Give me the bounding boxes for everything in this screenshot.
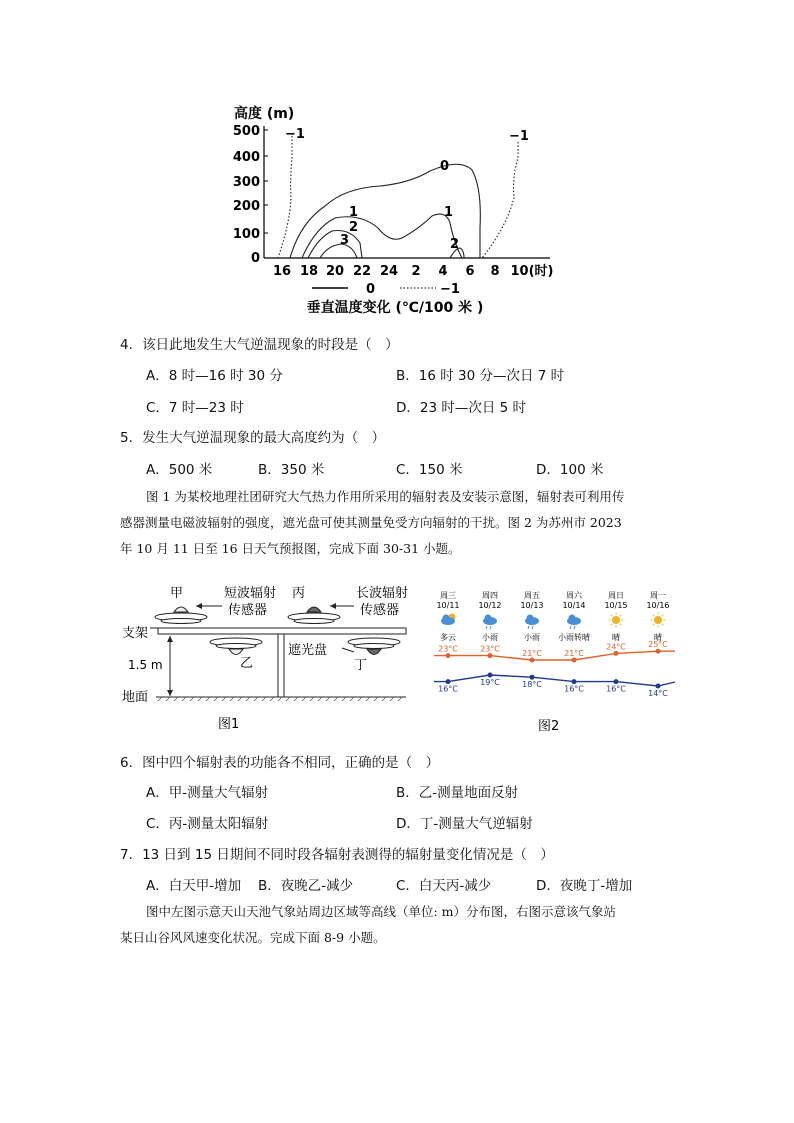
paragraph-line: 年 10 月 11 日至 16 日天气预报图，完成下面 30-31 小题。 [120,541,461,556]
question-5-option-d[interactable]: D．100 米 [536,462,604,478]
long-wave-label-line2: 传感器 [360,603,400,618]
weather-label: 晴 [612,633,620,642]
question-4-option-d[interactable]: D．23 时—次日 5 时 [396,400,527,416]
question-6-option-c[interactable]: C．丙-测量太阳辐射 [146,816,269,832]
question-6-option-a[interactable]: A．甲-测量大气辐射 [146,785,269,801]
low-temp-point [446,679,451,684]
bracket-bar [158,628,406,634]
contour-minus1-left [278,136,292,258]
high-temp-label: 24°C [606,642,626,652]
figure-caption: 垂直温度变化 (℃/100 米 ) [306,300,484,316]
high-temp-point [530,658,535,663]
partly-cloudy-icon [441,614,456,626]
question-5-option-c[interactable]: C．150 米 [396,462,463,478]
x-tick-label: 10(时) [510,264,554,279]
y-tick-label: 0 [250,251,260,266]
date-label: 10/15 [604,601,628,610]
contour-label: 3 [340,233,350,248]
x-tick-label: 20 [325,264,345,279]
high-temp-point [614,651,619,656]
label-ding: 丁 [354,658,368,673]
date-label: 10/14 [562,601,586,610]
weekday-label: 周四 [482,591,498,600]
date-label: 10/12 [478,601,502,610]
weekday-label: 周日 [608,591,624,600]
contour-label: −1 [285,127,305,142]
legend-solid-label: 0 [366,282,376,297]
long-wave-sensor-top [307,607,321,612]
low-temp-point [572,679,577,684]
legend-dotted-label: −1 [440,282,460,297]
y-tick-label: 500 [232,124,260,139]
shade-disk-label: 遮光盘 [288,643,328,658]
high-temp-label: 23°C [480,644,500,654]
x-tick-label: 18 [299,264,319,279]
question-4-stem: 4．该日此地发生大气逆温现象的时段是（ ） [120,337,399,353]
long-wave-sensor-bottom [367,649,381,655]
question-4-option-c[interactable]: C．7 时—23 时 [146,400,244,416]
high-temp-label: 25°C [648,640,668,650]
weather-label: 小雨 [482,633,498,642]
x-tick-label: 6 [465,264,475,279]
x-tick-label: 22 [352,264,372,279]
high-temp-point [488,653,493,658]
short-wave-label-line1: 短波辐射 [224,586,277,601]
paragraph-line: 图中左图示意天山天池气象站周边区域等高线（单位: m）分布图，右图示意该气象站 [146,904,617,919]
question-7-option-b[interactable]: B．夜晚乙-减少 [258,878,354,894]
weather-label: 晴 [654,633,662,642]
figure-1-radiometer [118,582,418,734]
low-temp-point [530,675,535,680]
contour-label: 1 [444,205,454,220]
question-6-option-d[interactable]: D．丁-测量大气逆辐射 [396,816,533,832]
low-temp-label: 16°C [606,684,626,694]
date-label: 10/16 [646,601,670,610]
high-temperature-line [434,651,675,660]
question-5-option-a[interactable]: A．500 米 [146,462,213,478]
rain-icon [483,615,497,630]
weather-label: 小雨 [524,633,540,642]
question-5-option-b[interactable]: B．350 米 [258,462,325,478]
support-post [278,634,284,697]
question-6-option-b[interactable]: B．乙-测量地面反射 [396,785,519,801]
low-temp-point [656,684,661,689]
x-tick-label: 2 [411,264,421,279]
weekday-label: 周三 [440,591,456,600]
y-tick-label: 300 [232,175,260,190]
low-temp-point [488,673,493,678]
question-4-option-a[interactable]: A．8 时—16 时 30 分 [146,368,283,384]
weekday-label: 周五 [524,591,540,600]
date-label: 10/13 [520,601,544,610]
x-tick-label: 16 [272,264,292,279]
high-temp-label: 23°C [438,644,458,654]
question-5-stem: 5．发生大气逆温现象的最大高度约为（ ） [120,430,386,446]
height-label: 1.5 m [128,658,163,672]
x-tick-label: 4 [438,264,448,279]
low-temp-label: 16°C [564,684,584,694]
contour-label: 2 [450,237,460,252]
figure-1-caption: 图1 [218,717,240,732]
question-6-stem: 6．图中四个辐射表的功能各不相同，正确的是（ ） [120,755,440,771]
figure-2-weather-forecast [430,588,680,736]
paragraph-line: 某日山谷风风速变化状况。完成下面 8-9 小题。 [120,930,386,945]
sun-icon [651,613,666,628]
sun-icon [609,613,624,628]
low-temperature-line [434,675,675,686]
y-tick-label: 400 [232,150,260,165]
low-temp-label: 16°C [438,684,458,694]
contour-minus1-right [482,142,518,258]
long-wave-label-line1: 长波辐射 [356,586,409,601]
high-temp-point [656,649,661,654]
ground-label: 地面 [122,690,149,705]
question-7-option-d[interactable]: D．夜晚丁-增加 [536,878,633,894]
question-7-option-c[interactable]: C．白天丙-减少 [396,878,492,894]
contour-three [320,244,357,258]
inversion-contour-figure [220,98,580,323]
label-bing: 丙 [292,586,306,601]
weather-label: 多云 [440,633,456,642]
intro-paragraph-1 [120,484,680,562]
label-jia: 甲 [170,586,184,601]
contour-label: 1 [349,205,359,220]
weekday-label: 周六 [566,591,582,600]
rain-icon [525,615,539,630]
high-temp-label: 21°C [564,649,584,658]
short-wave-sensor-top [174,607,188,612]
low-temp-point [614,679,619,684]
bracket-label: 支架 [122,626,149,641]
question-4-option-b[interactable]: B．16 时 30 分—次日 7 时 [396,368,565,384]
high-temp-point [572,658,577,663]
question-7-stem: 7．13 日到 15 日期间不同时段各辐射表测得的辐射量变化情况是（ ） [120,847,554,863]
rain-icon [567,615,581,630]
question-7-option-a[interactable]: A．白天甲-增加 [146,878,242,894]
paragraph-line: 感器测量电磁波辐射的强度，遮光盘可使其测量免受方向辐射的干扰。图 2 为苏州市 2023 [120,515,622,530]
paragraph-line: 图 1 为某校地理社团研究大气热力作用所采用的辐射表及安装示意图，辐射表可利用传 [146,489,625,504]
x-tick-label: 24 [379,264,399,279]
short-wave-sensor-bottom [229,649,243,655]
y-tick-label: 100 [232,227,260,242]
intro-paragraph-2 [120,899,680,951]
contour-label: −1 [509,129,529,144]
low-temp-label: 19°C [480,678,500,687]
high-temp-point [446,653,451,658]
label-yi: 乙 [240,656,254,671]
x-tick-label: 8 [490,264,500,279]
y-tick-label: 200 [232,199,260,214]
low-temp-label: 14°C [648,689,668,698]
high-temp-label: 21°C [522,649,542,658]
weekday-label: 周一 [650,591,666,600]
date-label: 10/11 [436,601,460,610]
weather-label: 小雨转晴 [558,633,590,642]
contour-label: 2 [349,220,359,235]
callout-arrow [342,648,354,652]
low-temp-label: 18°C [522,680,542,690]
contour-label: 0 [440,159,450,174]
short-wave-label-line2: 传感器 [228,603,268,618]
y-axis-title: 高度 (m) [234,106,295,122]
figure-2-caption: 图2 [538,719,560,734]
